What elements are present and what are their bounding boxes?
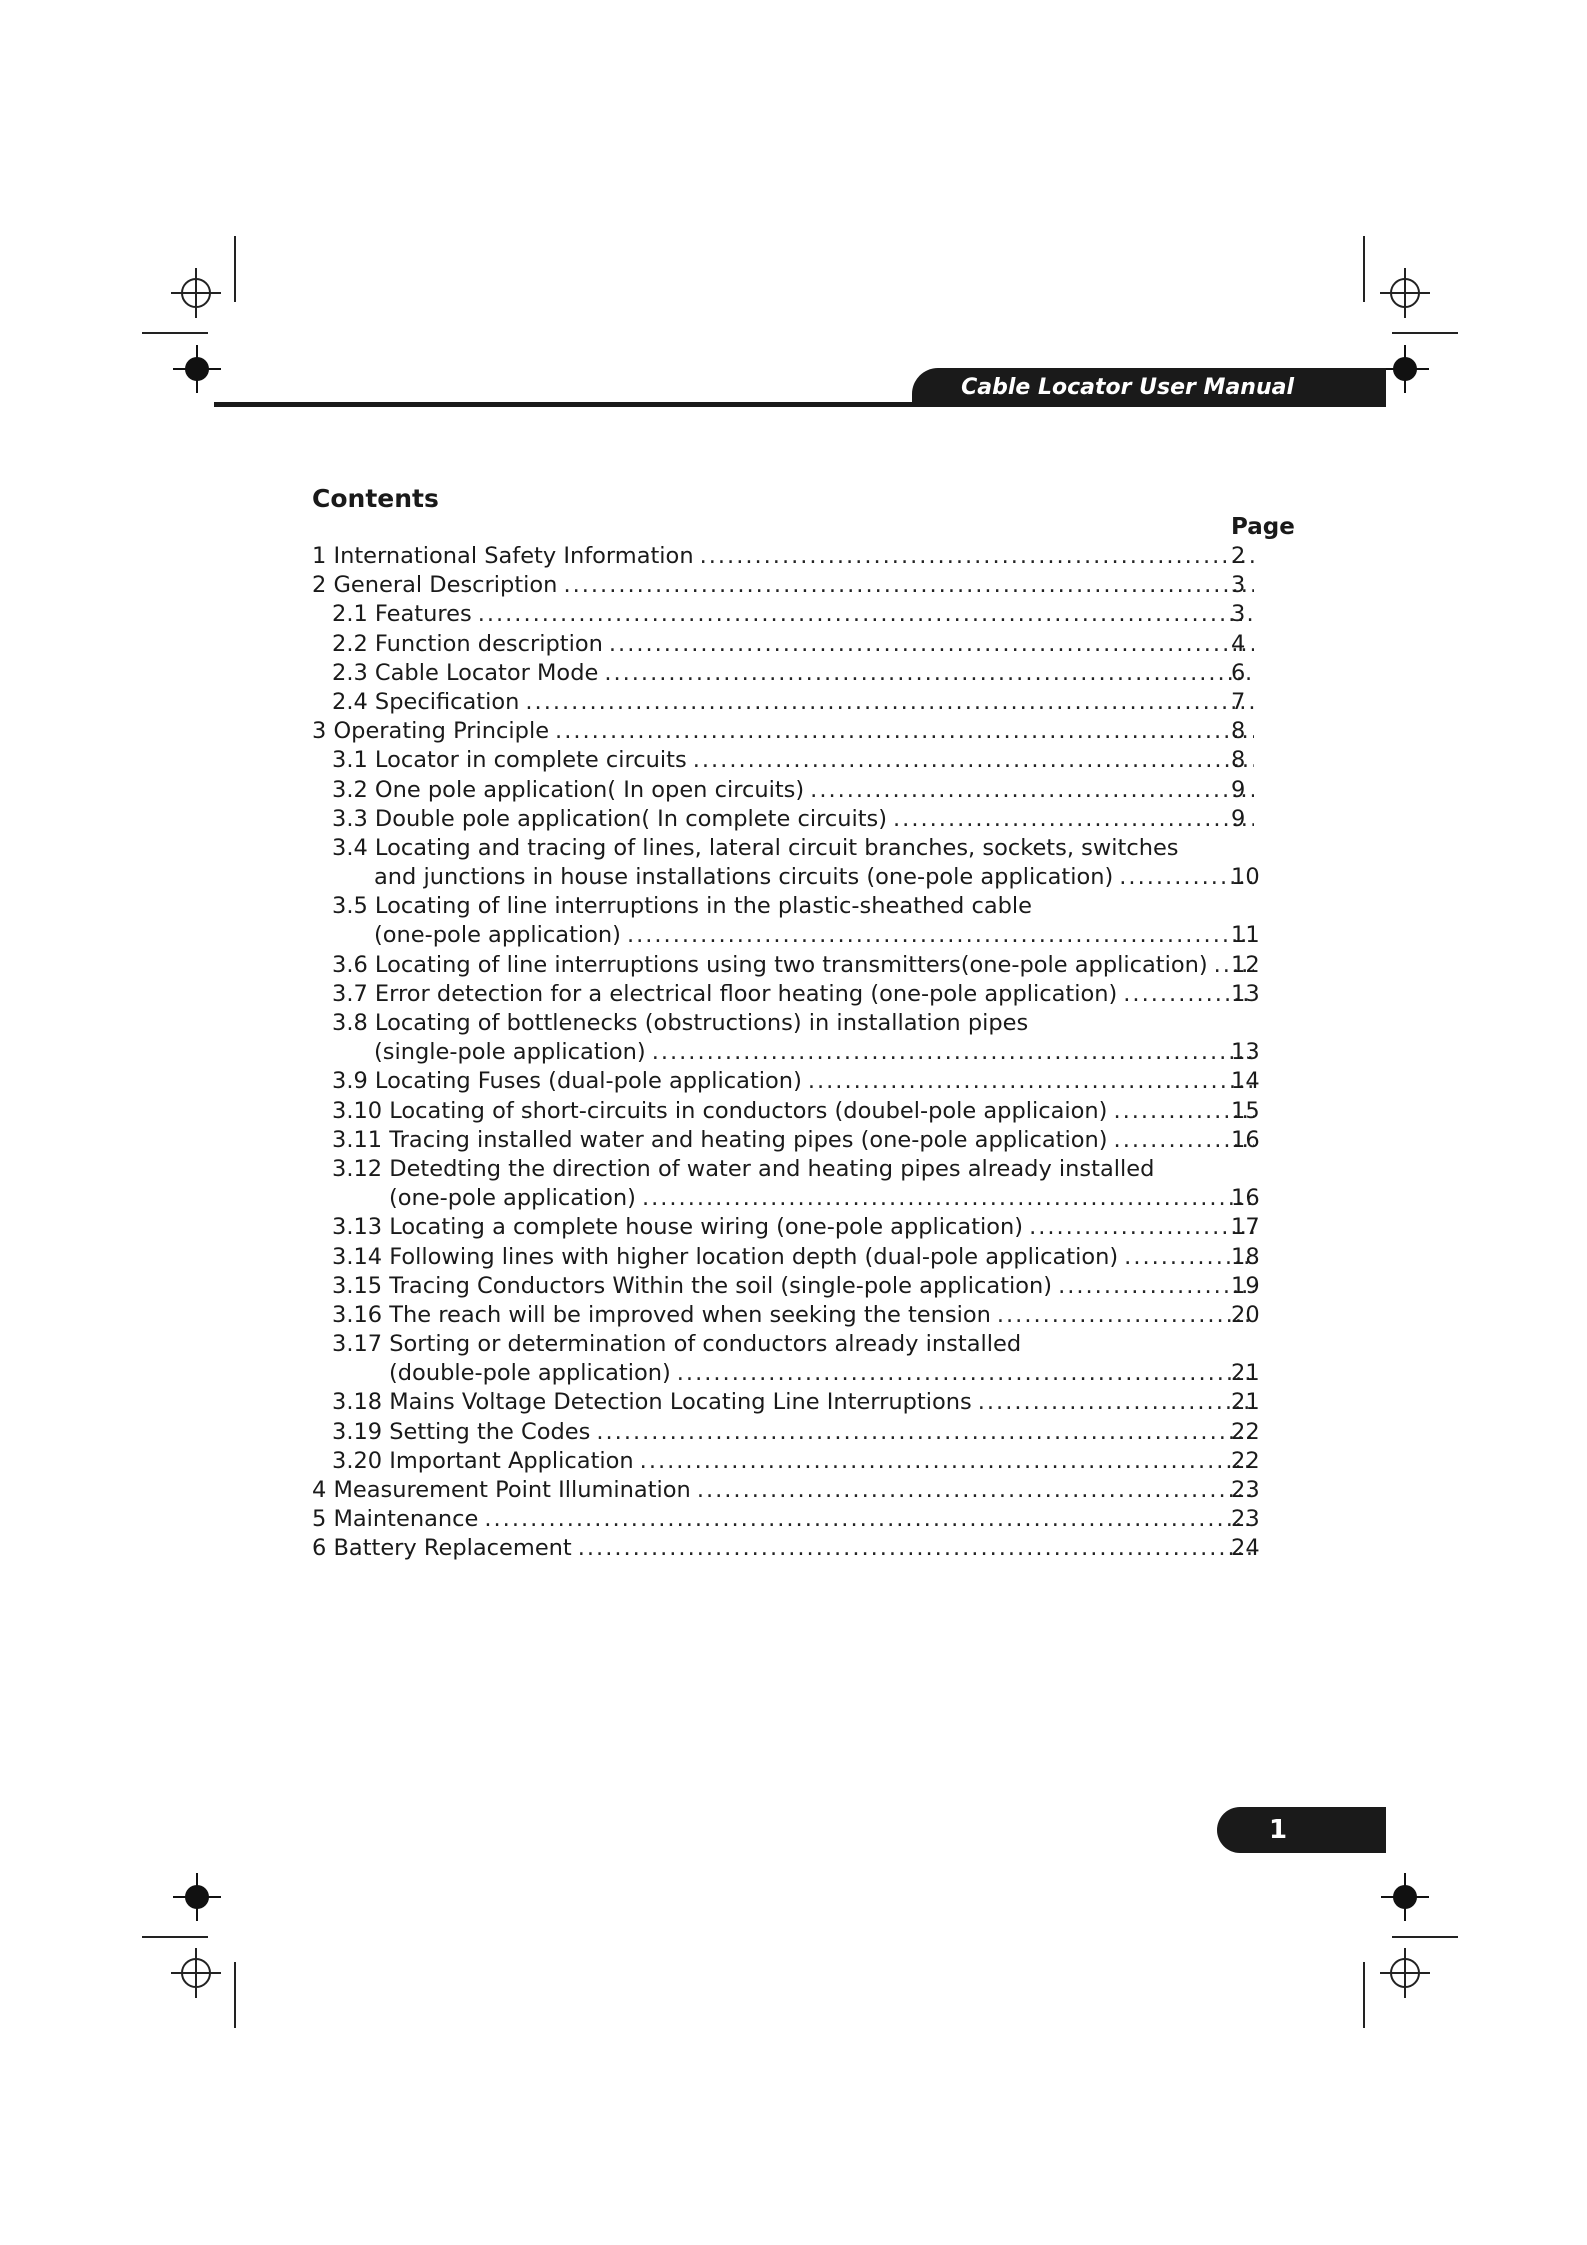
toc-entry: [312, 1330, 1260, 1359]
crop-mark: [234, 236, 236, 302]
toc-entry: [312, 1359, 1260, 1388]
toc-entry-title: 3.8 Locating of bottlenecks (obstructions) in installation pipes: [332, 1009, 1028, 1038]
contents-title: Contents: [312, 484, 439, 513]
toc-entry-page: 9: [1231, 805, 1246, 832]
dot-leader: [596, 1418, 1254, 1447]
dot-leader: [563, 571, 1254, 600]
toc-entry: [312, 1388, 1260, 1417]
dot-leader: [652, 1038, 1254, 1067]
dot-leader: [627, 921, 1254, 950]
dot-leader: [484, 1505, 1254, 1534]
toc-entry-title: 3.3 Double pole application( In complete circuits): [332, 805, 887, 834]
toc-entry-title: 3.19 Setting the Codes: [332, 1418, 590, 1447]
toc-entry-page: 24: [1231, 1535, 1260, 1562]
toc-entry: [312, 1301, 1260, 1330]
dot-leader: [478, 600, 1254, 629]
toc-entry: [312, 892, 1260, 921]
toc-entry: [312, 1009, 1260, 1038]
toc-entry-page: 3: [1231, 601, 1246, 628]
toc-entry-page: 11: [1231, 922, 1260, 949]
dot-leader: [1058, 1272, 1254, 1301]
crop-mark: [142, 332, 208, 334]
dot-leader: [810, 776, 1254, 805]
toc-entry-page: 13: [1231, 1039, 1260, 1066]
toc-entry-page: 17: [1231, 1214, 1260, 1241]
toc-entry: [312, 1097, 1260, 1126]
toc-entry-title: 3.12 Detedting the direction of water and heating pipes already installed: [332, 1155, 1154, 1184]
toc-entry-page: 2: [1231, 543, 1246, 569]
toc-entry: [312, 571, 1260, 600]
dot-leader: [697, 1476, 1254, 1505]
toc-entry-title: 2.1 Features: [332, 600, 472, 629]
toc-entry-title: 2 General Description: [312, 571, 557, 600]
toc-entry-page: 4: [1231, 630, 1246, 657]
crop-mark: [1392, 332, 1458, 334]
toc-entry-page: 16: [1231, 1185, 1260, 1212]
toc-entry: [312, 1243, 1260, 1272]
toc-entry-page: 13: [1231, 980, 1260, 1007]
toc-entry-page: 3: [1231, 572, 1246, 599]
toc-entry-page: 8: [1231, 718, 1246, 745]
toc-entry-title: 4 Measurement Point Illumination: [312, 1476, 691, 1505]
toc-entry-page: 10: [1231, 864, 1260, 891]
toc-entry-title: 3.18 Mains Voltage Detection Locating Line Interruptions: [332, 1388, 972, 1417]
toc-entry-page: 16: [1231, 1126, 1260, 1153]
toc-entry: [312, 776, 1260, 805]
toc-entry: [312, 1126, 1260, 1155]
crop-mark: [1363, 236, 1365, 302]
toc-entry-page: 21: [1231, 1360, 1260, 1387]
toc-entry-title: 3.4 Locating and tracing of lines, lateral circuit branches, sockets, switches: [332, 834, 1179, 863]
toc-entry-title: 2.2 Function description: [332, 630, 603, 659]
toc-entry-title: 3.9 Locating Fuses (dual-pole application): [332, 1067, 802, 1096]
toc-entry: [312, 1213, 1260, 1242]
crop-mark: [234, 1962, 236, 2028]
table-of-contents: [312, 542, 1260, 1564]
dot-leader: [604, 659, 1254, 688]
crop-mark: [142, 1936, 208, 1938]
toc-entry-page: 7: [1231, 688, 1246, 715]
toc-entry-page: 9: [1231, 776, 1246, 803]
page-column-label: Page: [1231, 514, 1295, 540]
dot-leader: [693, 746, 1254, 775]
toc-entry-page: 22: [1231, 1418, 1260, 1445]
toc-entry-title: 3.5 Locating of line interruptions in the plastic-sheathed cable: [332, 892, 1032, 921]
toc-entry-title: 3.7 Error detection for a electrical floor heating (one-pole application): [332, 980, 1117, 1009]
header-title: Cable Locator User Manual: [912, 368, 1386, 407]
registration-dot-icon: [1393, 357, 1417, 381]
registration-dot-icon: [185, 357, 209, 381]
page-number-badge: 1: [1217, 1807, 1386, 1853]
dot-leader: [997, 1301, 1254, 1330]
dot-leader: [700, 542, 1254, 571]
toc-entry-title: and junctions in house installations circuits (one-pole application): [374, 863, 1113, 892]
toc-entry: [312, 834, 1260, 863]
toc-entry-title: 5 Maintenance: [312, 1505, 478, 1534]
toc-entry: [312, 863, 1260, 892]
toc-entry-page: 21: [1231, 1389, 1260, 1416]
toc-entry-title: 3.10 Locating of short-circuits in conductors (doubel-pole applicaion): [332, 1097, 1107, 1126]
toc-entry-title: 3.14 Following lines with higher location depth (dual-pole application): [332, 1243, 1118, 1272]
toc-entry-title: (single-pole application): [374, 1038, 646, 1067]
registration-mark-icon: [181, 278, 211, 308]
toc-entry-title: 3 Operating Principle: [312, 717, 549, 746]
toc-entry: [312, 1534, 1260, 1563]
dot-leader: [1029, 1213, 1254, 1242]
dot-leader: [609, 630, 1254, 659]
toc-entry-page: 23: [1231, 1477, 1260, 1503]
toc-entry: [312, 1418, 1260, 1447]
toc-entry: [312, 1447, 1260, 1476]
toc-entry-title: (double-pole application): [389, 1359, 671, 1388]
toc-entry-title: 3.6 Locating of line interruptions using two transmitters(one-pole application): [332, 951, 1208, 980]
dot-leader: [893, 805, 1254, 834]
toc-entry: [312, 659, 1260, 688]
toc-entry: [312, 1505, 1260, 1534]
toc-entry-title: 6 Battery Replacement: [312, 1534, 572, 1563]
toc-entry-title: 3.16 The reach will be improved when seeking the tension: [332, 1301, 991, 1330]
toc-entry-page: 15: [1231, 1097, 1260, 1124]
toc-entry: [312, 921, 1260, 950]
toc-entry-page: 20: [1231, 1301, 1260, 1328]
toc-entry-title: 3.2 One pole application( In open circuits): [332, 776, 804, 805]
dot-leader: [642, 1184, 1254, 1213]
toc-entry-page: 14: [1231, 1068, 1260, 1095]
crop-mark: [1363, 1962, 1365, 2028]
toc-entry: [312, 1067, 1260, 1096]
toc-entry-title: 3.17 Sorting or determination of conductors already installed: [332, 1330, 1021, 1359]
toc-entry: [312, 1184, 1260, 1213]
registration-dot-icon: [1393, 1885, 1417, 1909]
toc-entry-page: 18: [1231, 1243, 1260, 1270]
dot-leader: [978, 1388, 1254, 1417]
toc-entry: [312, 1038, 1260, 1067]
toc-entry: [312, 688, 1260, 717]
dot-leader: [808, 1067, 1254, 1096]
registration-mark-icon: [181, 1958, 211, 1988]
toc-entry-title: 2.4 Specification: [332, 688, 519, 717]
toc-entry-title: 3.1 Locator in complete circuits: [332, 746, 687, 775]
toc-entry-title: 3.13 Locating a complete house wiring (one-pole application): [332, 1213, 1023, 1242]
dot-leader: [525, 688, 1254, 717]
dot-leader: [640, 1447, 1254, 1476]
toc-entry-title: (one-pole application): [389, 1184, 636, 1213]
toc-entry: [312, 717, 1260, 746]
toc-entry: [312, 746, 1260, 775]
toc-entry: [312, 1272, 1260, 1301]
toc-entry-page: 12: [1231, 951, 1260, 978]
toc-entry-page: 6: [1231, 659, 1246, 686]
dot-leader: [555, 717, 1254, 746]
registration-dot-icon: [185, 1885, 209, 1909]
toc-entry: [312, 1155, 1260, 1184]
dot-leader: [677, 1359, 1254, 1388]
toc-entry-page: 23: [1231, 1506, 1260, 1533]
toc-entry-page: 8: [1231, 747, 1246, 774]
toc-entry: [312, 951, 1260, 980]
toc-entry-title: (one-pole application): [374, 921, 621, 950]
toc-entry: [312, 1476, 1260, 1505]
toc-entry: [312, 630, 1260, 659]
crop-mark: [1392, 1936, 1458, 1938]
toc-entry: [312, 805, 1260, 834]
toc-entry-title: 3.20 Important Application: [332, 1447, 634, 1476]
registration-mark-icon: [1390, 1958, 1420, 1988]
toc-entry-title: 3.15 Tracing Conductors Within the soil (single-pole application): [332, 1272, 1052, 1301]
toc-entry-title: 3.11 Tracing installed water and heating pipes (one-pole application): [332, 1126, 1108, 1155]
toc-entry: [312, 980, 1260, 1009]
toc-entry-title: 2.3 Cable Locator Mode: [332, 659, 598, 688]
toc-entry: [312, 542, 1260, 571]
dot-leader: [578, 1534, 1254, 1563]
toc-entry-page: 22: [1231, 1447, 1260, 1474]
registration-mark-icon: [1390, 278, 1420, 308]
toc-entry: [312, 600, 1260, 629]
toc-entry-page: 19: [1231, 1272, 1260, 1299]
toc-entry-title: 1 International Safety Information: [312, 542, 694, 571]
